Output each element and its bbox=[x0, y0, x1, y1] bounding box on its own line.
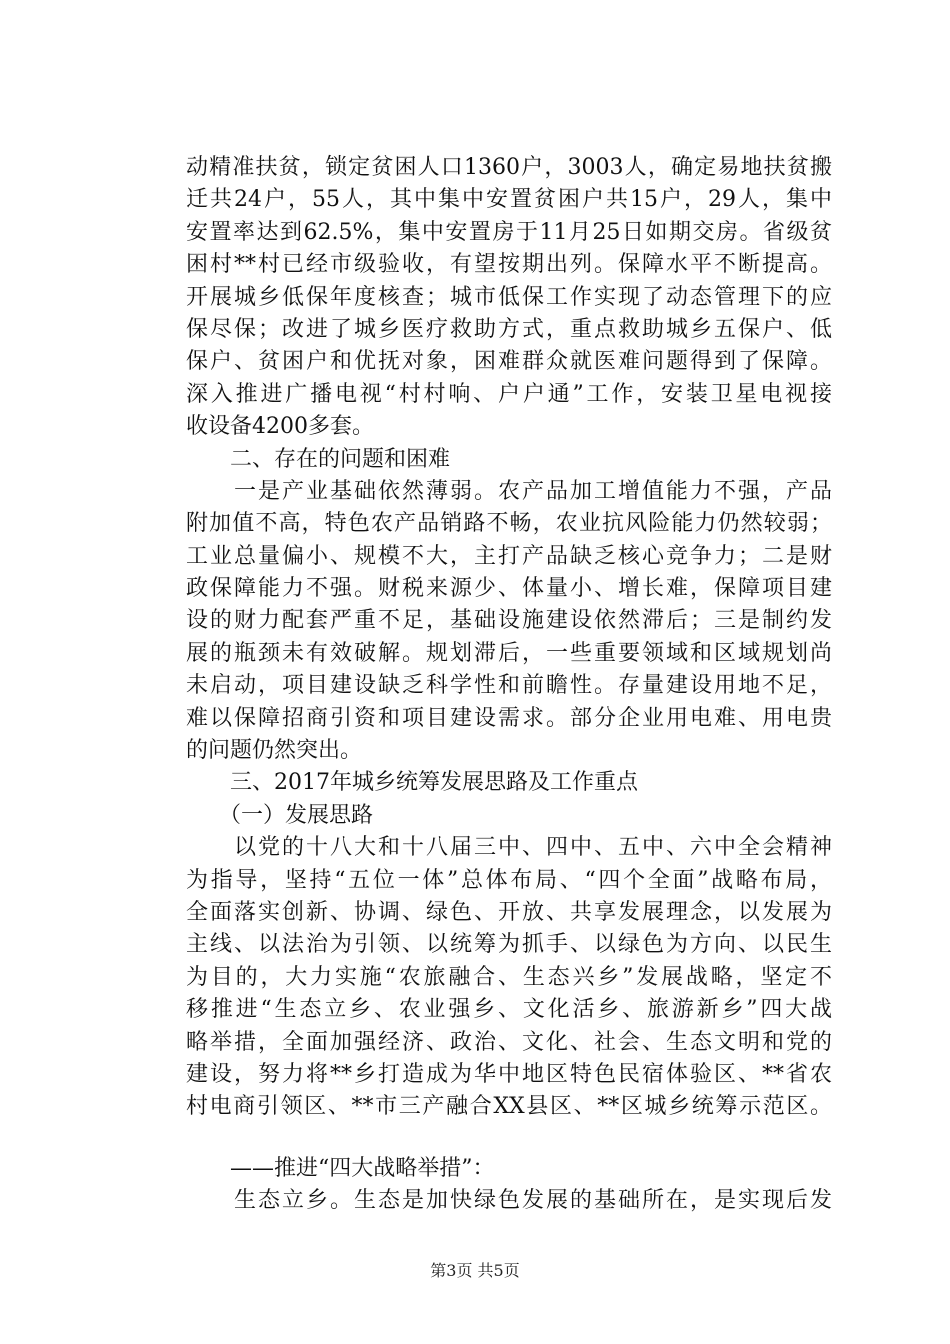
text-line: 展的瓶颈未有效破解。规划滞后，一些重要领域和区域规划尚 bbox=[186, 640, 832, 666]
text-line: 生态立乡。生态是加快绿色发展的基础所在，是实现后发 bbox=[186, 1188, 832, 1214]
text-line: 的问题仍然突出。 bbox=[186, 738, 363, 764]
text-line: 保尽保；改进了城乡医疗救助方式，重点救助城乡五保户、低 bbox=[186, 316, 832, 342]
text-line: 迁共24户，55人，其中集中安置贫困户共15户，29人，集中 bbox=[186, 187, 832, 213]
text-line: 村电商引领区、**市三产融合XX县区、**区城乡统筹示范区。 bbox=[186, 1094, 832, 1120]
section-heading: 三、2017年城乡统筹发展思路及工作重点 bbox=[186, 770, 638, 796]
text-line: 收设备4200多套。 bbox=[186, 414, 374, 440]
text-line: 附加值不高，特色农产品销路不畅，农业抗风险能力仍然较弱； bbox=[186, 511, 832, 537]
text-line: 为指导，坚持“五位一体”总体布局、“四个全面”战略布局， bbox=[186, 867, 832, 893]
text-line: 政保障能力不强。财税来源少、体量小、增长难，保障项目建 bbox=[186, 576, 832, 602]
document-body bbox=[186, 152, 832, 1218]
text-line: 困村**村已经市级验收，有望按期出列。保障水平不断提高。 bbox=[186, 252, 832, 278]
page-footer: 第3页 共5页 bbox=[430, 1261, 520, 1280]
text-line: 开展城乡低保年度核查；城市低保工作实现了动态管理下的应 bbox=[186, 284, 832, 310]
text-line: 设的财力配套严重不足，基础设施建设依然滞后；三是制约发 bbox=[186, 608, 832, 634]
text-line: 未启动，项目建设缺乏科学性和前瞻性。存量建设用地不足， bbox=[186, 673, 832, 699]
subsection-heading: （一）发展思路 bbox=[186, 802, 374, 828]
text-line: 全面落实创新、协调、绿色、开放、共享发展理念，以发展为 bbox=[186, 899, 832, 925]
text-line: 动精准扶贫，锁定贫困人口1360户，3003人，确定易地扶贫搬 bbox=[186, 155, 832, 180]
section-heading: 二、存在的问题和困难 bbox=[186, 446, 451, 472]
text-line: 保户、贫困户和优抚对象，困难群众就医难问题得到了保障。 bbox=[186, 349, 832, 375]
text-line: 深入推进广播电视“村村响、户户通”工作，安装卫星电视接 bbox=[186, 381, 832, 407]
text-line: 移推进“生态立乡、农业强乡、文化活乡、旅游新乡”四大战 bbox=[186, 997, 832, 1023]
subsection-heading: ——推进“四大战略举措”： bbox=[186, 1155, 495, 1181]
text-line: 建设，努力将**乡打造成为华中地区特色民宿体验区、**省农 bbox=[186, 1061, 832, 1087]
text-line: 一是产业基础依然薄弱。农产品加工增值能力不强，产品 bbox=[186, 478, 832, 504]
paragraph-gap bbox=[186, 1124, 832, 1153]
text-line: 主线、以法治为引领、以统筹为抓手、以绿色为方向、以民生 bbox=[186, 932, 832, 958]
text-line: 以党的十八大和十八届三中、四中、五中、六中全会精神 bbox=[186, 835, 832, 861]
text-line: 为目的，大力实施“农旅融合、生态兴乡”发展战略，坚定不 bbox=[186, 964, 832, 990]
text-line: 略举措，全面加强经济、政治、文化、社会、生态文明和党的 bbox=[186, 1029, 832, 1055]
text-line: 工业总量偏小、规模不大，主打产品缺乏核心竞争力；二是财 bbox=[186, 543, 832, 569]
text-line: 安置率达到62.5%，集中安置房于11月25日如期交房。省级贫 bbox=[186, 219, 832, 245]
text-line: 难以保障招商引资和项目建设需求。部分企业用电难、用电贵 bbox=[186, 705, 832, 731]
